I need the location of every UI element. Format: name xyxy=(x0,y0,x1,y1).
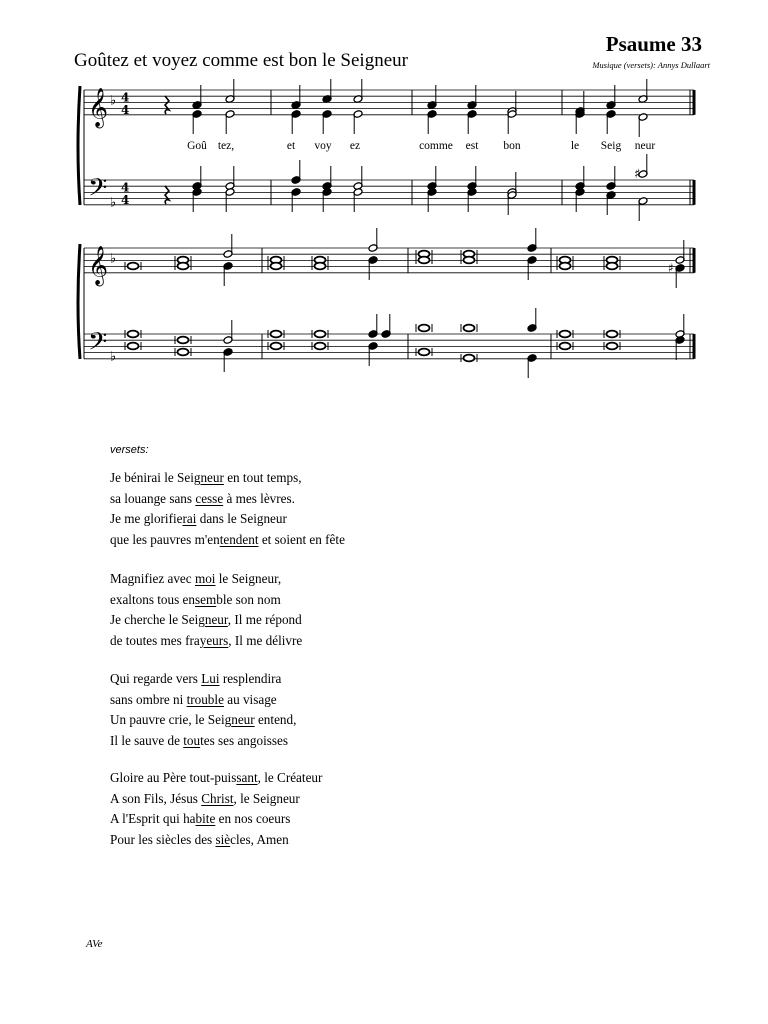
verse-text: Je me glorifie xyxy=(110,511,183,527)
psalm-number: Psaume 33 xyxy=(605,32,702,56)
verse-line xyxy=(110,530,345,551)
accented-syllable: Lui xyxy=(201,671,220,686)
whole-note xyxy=(315,343,326,350)
verse-text: en tout temps, xyxy=(223,470,302,485)
verse-line xyxy=(110,809,322,830)
whole-note xyxy=(178,263,189,270)
time-signature-top: 4 xyxy=(121,90,130,105)
verse-text: et soient en fête xyxy=(258,531,345,547)
verse-text: , le Seigneur xyxy=(233,790,300,806)
whole-note xyxy=(128,331,139,338)
accented-syllable: bite xyxy=(195,811,216,827)
verse-text: dans le Seigneur xyxy=(196,511,287,527)
verse-text: tes ses angoisses xyxy=(200,732,289,748)
whole-note xyxy=(607,343,618,350)
verse-line xyxy=(110,789,322,810)
stanza xyxy=(110,569,302,651)
music-credit: Musique (versets): Annys Dullaart xyxy=(592,60,710,70)
whole-note xyxy=(419,257,430,264)
score-system-1 xyxy=(78,79,694,221)
accented-syllable: tendent xyxy=(219,531,259,547)
whole-note xyxy=(607,263,618,270)
accented-syllable: siè xyxy=(215,831,231,847)
verse-line xyxy=(110,710,296,731)
system-brace xyxy=(78,86,80,205)
stanza xyxy=(110,768,322,850)
verse-line xyxy=(110,468,345,489)
verse-text: Pour les siècles des xyxy=(110,831,216,847)
whole-note xyxy=(128,263,139,270)
verse-text: ble son nom xyxy=(216,591,281,607)
verse-line xyxy=(110,768,322,789)
verse-text: , le Créateur xyxy=(257,770,323,785)
accented-syllable: neur xyxy=(200,470,224,485)
whole-note xyxy=(419,325,430,332)
accented-syllable: yeurs xyxy=(199,632,229,648)
quarter-rest xyxy=(165,186,169,204)
time-signature-bottom: 4 xyxy=(121,192,130,207)
whole-note xyxy=(560,343,571,350)
stanza xyxy=(110,468,345,550)
verse-text: cles, Amen xyxy=(230,831,289,847)
verse-line xyxy=(110,669,296,690)
score-system-2 xyxy=(78,228,694,378)
key-signature-flat: ♭ xyxy=(110,195,117,211)
verse-text: que les pauvres m'en xyxy=(110,531,220,547)
verse-text: Un pauvre crie, le Seig xyxy=(110,712,232,728)
verse-text: Je bénirai le Seig xyxy=(110,470,201,485)
verse-text: resplendira xyxy=(219,671,282,686)
lyric-syllable: bon xyxy=(503,140,521,152)
verse-text: Magnifiez avec xyxy=(110,571,195,586)
lyric-syllable: comme xyxy=(419,140,453,152)
verse-text: A l'Esprit qui ha xyxy=(110,811,196,827)
verse-text: Gloire au Père tout-puis xyxy=(110,770,237,785)
verse-text: sans ombre ni xyxy=(110,691,187,707)
verse-text: Je cherche le Seig xyxy=(110,612,205,628)
bass-clef: 𝄢 xyxy=(88,327,108,363)
verse-text: Il le sauve de xyxy=(110,732,184,748)
verse-text: , Il me délivre xyxy=(228,632,303,648)
quarter-rest xyxy=(165,96,169,114)
hymn-title: Goûtez et voyez comme est bon le Seigneur xyxy=(74,50,408,71)
time-signature-bottom: 4 xyxy=(121,102,130,117)
verse-text: à mes lèvres. xyxy=(223,490,295,506)
whole-note xyxy=(464,325,475,332)
whole-note xyxy=(178,337,189,344)
whole-note xyxy=(560,263,571,270)
verse-line xyxy=(110,590,302,611)
lyric-syllable: Goû xyxy=(187,140,207,152)
verse-line xyxy=(110,489,345,510)
verse-text: , Il me répond xyxy=(227,612,302,628)
whole-note xyxy=(128,343,139,350)
accented-syllable: sant xyxy=(236,770,258,785)
verse-line xyxy=(110,509,345,530)
stanza xyxy=(110,669,296,751)
lyric-syllable: Seig xyxy=(600,140,622,152)
key-signature-flat: ♭ xyxy=(110,349,117,365)
whole-note xyxy=(419,349,430,356)
sharp-accidental: ♯ xyxy=(634,167,641,182)
verse-text: Qui regarde vers xyxy=(110,671,202,686)
whole-note xyxy=(607,331,618,338)
bass-clef: 𝄢 xyxy=(88,173,108,209)
whole-note xyxy=(271,343,282,350)
verse-line xyxy=(110,690,296,711)
verse-text: entend, xyxy=(254,712,297,728)
verse-line xyxy=(110,569,302,590)
whole-note xyxy=(178,349,189,356)
music-score xyxy=(0,0,768,380)
verse-text: en nos coeurs xyxy=(215,811,291,827)
sharp-accidental: ♯ xyxy=(668,261,674,275)
whole-note xyxy=(464,257,475,264)
whole-note xyxy=(560,331,571,338)
accented-syllable: trouble xyxy=(186,691,224,707)
accented-syllable: neur xyxy=(231,712,255,728)
system-brace xyxy=(78,244,80,359)
lyric-syllable: le xyxy=(570,140,580,152)
accented-syllable: Christ xyxy=(201,790,234,806)
key-signature-flat: ♭ xyxy=(110,93,117,109)
lyric-syllable: est xyxy=(465,140,479,152)
verse-text: exaltons tous en xyxy=(110,591,195,607)
accented-syllable: tou xyxy=(183,732,201,748)
whole-note xyxy=(271,331,282,338)
verse-text: sa louange sans xyxy=(110,490,196,506)
accented-syllable: sem xyxy=(194,591,217,607)
verse-text: au visage xyxy=(223,691,277,707)
footer-initials: AVe xyxy=(86,938,103,950)
verse-line xyxy=(110,830,322,851)
accented-syllable: neur xyxy=(204,612,228,628)
verse-line xyxy=(110,731,296,752)
lyric-syllable: et xyxy=(286,140,296,152)
treble-clef: 𝄞 xyxy=(88,245,109,286)
lyric-syllable: voy xyxy=(314,140,332,152)
verse-text: de toutes mes fra xyxy=(110,632,200,648)
verse-text: A son Fils, Jésus xyxy=(110,790,202,806)
time-signature-top: 4 xyxy=(121,180,130,195)
versets-label: versets: xyxy=(110,444,149,456)
whole-note xyxy=(315,331,326,338)
accented-syllable: moi xyxy=(194,571,216,586)
key-signature-flat: ♭ xyxy=(110,251,117,267)
whole-note xyxy=(315,263,326,270)
accented-syllable: rai xyxy=(182,511,197,527)
whole-note xyxy=(271,263,282,270)
whole-note xyxy=(464,355,475,362)
accented-syllable: cesse xyxy=(195,490,224,506)
verse-line xyxy=(110,610,302,631)
verse-text: le Seigneur, xyxy=(215,571,282,586)
lyric-syllable: tez, xyxy=(217,140,235,152)
treble-clef: 𝄞 xyxy=(88,87,109,128)
lyric-syllable: neur xyxy=(634,140,656,152)
verse-line xyxy=(110,631,302,652)
lyric-syllable: ez xyxy=(349,140,361,152)
